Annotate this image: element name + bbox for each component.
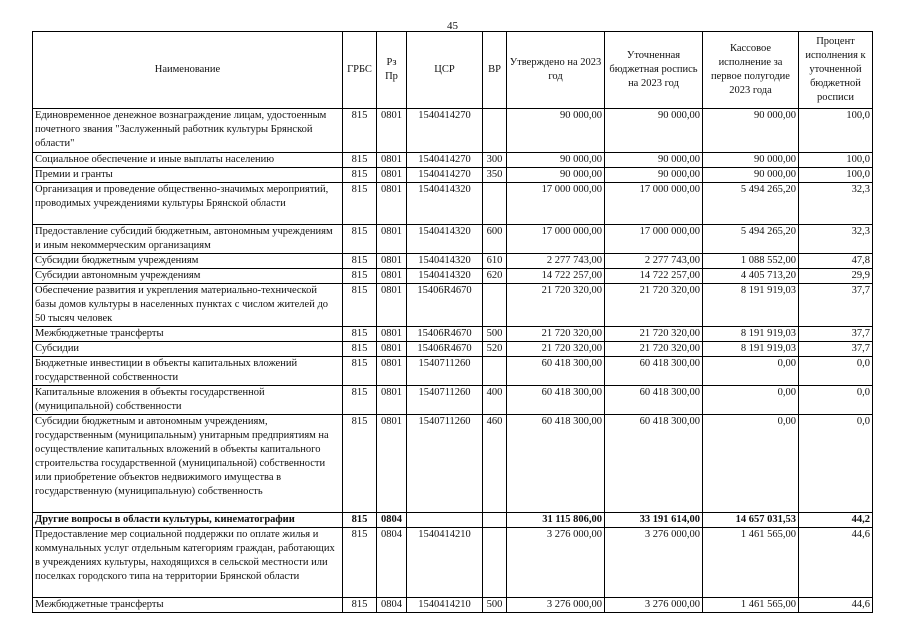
row-vr-cell — [483, 357, 507, 386]
row-approved-cell: 21 720 320,00 — [507, 284, 605, 327]
row-grbs-cell: 815 — [343, 153, 377, 168]
header-cash: Кассовое исполнение за первое полугодие 2023 года — [703, 32, 799, 109]
row-vr-cell — [483, 109, 507, 153]
row-rzpr-cell: 0801 — [377, 153, 407, 168]
row-grbs-cell: 815 — [343, 415, 377, 513]
row-percent-cell: 32,3 — [799, 225, 873, 254]
row-grbs-cell: 815 — [343, 513, 377, 528]
row-name-cell: Межбюджетные трансферты — [33, 598, 343, 613]
row-approved-cell: 60 418 300,00 — [507, 357, 605, 386]
row-csr-cell: 1540414270 — [407, 168, 483, 183]
row-approved-cell: 31 115 806,00 — [507, 513, 605, 528]
row-refined-cell: 2 277 743,00 — [605, 254, 703, 269]
row-vr-cell: 350 — [483, 168, 507, 183]
row-grbs-cell: 815 — [343, 327, 377, 342]
row-vr-cell: 460 — [483, 415, 507, 513]
row-refined-cell: 17 000 000,00 — [605, 183, 703, 225]
row-refined-cell: 60 418 300,00 — [605, 357, 703, 386]
row-percent-cell: 29,9 — [799, 269, 873, 284]
row-rzpr-cell: 0801 — [377, 386, 407, 415]
table-row — [33, 225, 873, 254]
row-vr-cell: 520 — [483, 342, 507, 357]
row-vr-cell — [483, 284, 507, 327]
table-row — [33, 109, 873, 153]
row-refined-cell: 3 276 000,00 — [605, 528, 703, 598]
row-cash-cell: 1 461 565,00 — [703, 528, 799, 598]
row-percent-cell: 0,0 — [799, 415, 873, 513]
row-rzpr-cell: 0801 — [377, 284, 407, 327]
row-grbs-cell: 815 — [343, 284, 377, 327]
row-approved-cell: 17 000 000,00 — [507, 183, 605, 225]
row-percent-cell: 32,3 — [799, 183, 873, 225]
row-percent-cell: 47,8 — [799, 254, 873, 269]
row-csr-cell: 15406R4670 — [407, 327, 483, 342]
row-csr-cell: 1540414210 — [407, 528, 483, 598]
table-row — [33, 598, 873, 613]
row-csr-cell: 1540414320 — [407, 225, 483, 254]
row-cash-cell: 0,00 — [703, 386, 799, 415]
row-approved-cell: 90 000,00 — [507, 109, 605, 153]
header-refined: Уточненная бюджетная роспись на 2023 год — [605, 32, 703, 109]
row-approved-cell: 90 000,00 — [507, 153, 605, 168]
row-cash-cell: 4 405 713,20 — [703, 269, 799, 284]
row-csr-cell — [407, 513, 483, 528]
row-refined-cell: 90 000,00 — [605, 153, 703, 168]
row-rzpr-cell: 0801 — [377, 342, 407, 357]
row-name-cell: Социальное обеспечение и иные выплаты населению — [33, 153, 343, 168]
row-approved-cell: 21 720 320,00 — [507, 327, 605, 342]
row-vr-cell — [483, 513, 507, 528]
table-row — [33, 357, 873, 386]
header-percent: Процент исполнения к уточненной бюджетной росписи — [799, 32, 873, 109]
row-csr-cell: 1540414320 — [407, 183, 483, 225]
row-name-cell: Субсидии автономным учреждениям — [33, 269, 343, 284]
row-name-cell: Предоставление мер социальной поддержки по оплате жилья и коммунальных услуг отдельным категориям граждан, работающих в учреждениях культуры, находящихся в сельской местности или поселках городского типа на территории Брянской области — [33, 528, 343, 598]
row-name-cell: Обеспечение развития и укрепления материально-технической базы домов культуры в населенных пунктах с числом жителей до 50 тысяч человек — [33, 284, 343, 327]
row-approved-cell: 3 276 000,00 — [507, 528, 605, 598]
row-csr-cell: 1540711260 — [407, 357, 483, 386]
row-cash-cell: 1 461 565,00 — [703, 598, 799, 613]
row-name-cell: Межбюджетные трансферты — [33, 327, 343, 342]
table-row — [33, 342, 873, 357]
row-vr-cell: 500 — [483, 327, 507, 342]
row-cash-cell: 0,00 — [703, 357, 799, 386]
table-row — [33, 168, 873, 183]
row-cash-cell: 90 000,00 — [703, 109, 799, 153]
row-name-cell: Бюджетные инвестиции в объекты капитальных вложений государственной собственности — [33, 357, 343, 386]
row-refined-cell: 3 276 000,00 — [605, 598, 703, 613]
row-grbs-cell: 815 — [343, 598, 377, 613]
row-rzpr-cell: 0801 — [377, 254, 407, 269]
row-grbs-cell: 815 — [343, 225, 377, 254]
row-cash-cell: 8 191 919,03 — [703, 284, 799, 327]
row-percent-cell: 0,0 — [799, 357, 873, 386]
row-vr-cell — [483, 528, 507, 598]
row-refined-cell: 17 000 000,00 — [605, 225, 703, 254]
table-row — [33, 386, 873, 415]
budget-execution-table — [32, 31, 873, 613]
row-rzpr-cell: 0801 — [377, 357, 407, 386]
row-vr-cell: 600 — [483, 225, 507, 254]
row-cash-cell: 8 191 919,03 — [703, 327, 799, 342]
row-csr-cell: 1540414320 — [407, 254, 483, 269]
row-rzpr-cell: 0801 — [377, 183, 407, 225]
row-grbs-cell: 815 — [343, 168, 377, 183]
row-refined-cell: 90 000,00 — [605, 168, 703, 183]
row-rzpr-cell: 0801 — [377, 327, 407, 342]
row-vr-cell: 400 — [483, 386, 507, 415]
row-csr-cell: 1540414320 — [407, 269, 483, 284]
row-csr-cell: 1540414270 — [407, 109, 483, 153]
table-row — [33, 254, 873, 269]
row-vr-cell: 620 — [483, 269, 507, 284]
row-percent-cell: 44,6 — [799, 528, 873, 598]
row-csr-cell: 15406R4670 — [407, 342, 483, 357]
header-vr: ВР — [483, 32, 507, 109]
table-row — [33, 183, 873, 225]
row-grbs-cell: 815 — [343, 183, 377, 225]
row-cash-cell: 90 000,00 — [703, 153, 799, 168]
row-name-cell: Субсидии бюджетным учреждениям — [33, 254, 343, 269]
row-grbs-cell: 815 — [343, 357, 377, 386]
row-vr-cell: 300 — [483, 153, 507, 168]
row-rzpr-cell: 0804 — [377, 528, 407, 598]
row-name-cell: Единовременное денежное вознаграждение лицам, удостоенным почетного звания "Заслуженный работник культуры Брянской области" — [33, 109, 343, 153]
row-percent-cell: 37,7 — [799, 342, 873, 357]
table-row — [33, 284, 873, 327]
table-row — [33, 513, 873, 528]
row-percent-cell: 37,7 — [799, 284, 873, 327]
row-grbs-cell: 815 — [343, 386, 377, 415]
row-percent-cell: 100,0 — [799, 153, 873, 168]
row-csr-cell: 15406R4670 — [407, 284, 483, 327]
row-rzpr-cell: 0801 — [377, 415, 407, 513]
row-refined-cell: 21 720 320,00 — [605, 342, 703, 357]
row-rzpr-cell: 0801 — [377, 109, 407, 153]
row-csr-cell: 1540414210 — [407, 598, 483, 613]
row-approved-cell: 17 000 000,00 — [507, 225, 605, 254]
row-approved-cell: 90 000,00 — [507, 168, 605, 183]
table-row — [33, 528, 873, 598]
row-rzpr-cell: 0804 — [377, 598, 407, 613]
row-approved-cell: 14 722 257,00 — [507, 269, 605, 284]
header-rzpr: Рз Пр — [377, 32, 407, 109]
row-grbs-cell: 815 — [343, 342, 377, 357]
page-number: 45 — [447, 20, 458, 32]
row-rzpr-cell: 0804 — [377, 513, 407, 528]
row-grbs-cell: 815 — [343, 269, 377, 284]
header-approved: Утверждено на 2023 год — [507, 32, 605, 109]
row-name-cell: Предоставление субсидий бюджетным, автономным учреждениям и иным некоммерческим организациям — [33, 225, 343, 254]
row-refined-cell: 90 000,00 — [605, 109, 703, 153]
header-name: Наименование — [33, 32, 343, 109]
row-approved-cell: 21 720 320,00 — [507, 342, 605, 357]
row-refined-cell: 21 720 320,00 — [605, 284, 703, 327]
row-percent-cell: 100,0 — [799, 109, 873, 153]
row-cash-cell: 8 191 919,03 — [703, 342, 799, 357]
row-csr-cell: 1540711260 — [407, 386, 483, 415]
row-rzpr-cell: 0801 — [377, 168, 407, 183]
header-grbs: ГРБС — [343, 32, 377, 109]
row-csr-cell: 1540414270 — [407, 153, 483, 168]
row-cash-cell: 0,00 — [703, 415, 799, 513]
table-row — [33, 415, 873, 513]
row-name-cell: Субсидии бюджетным и автономным учреждениям, государственным (муниципальным) унитарным предприятиям на осуществление капитальных вложений в объекты капитального строительства государственной (муниципальной) собственности или приобретение объектов недвижимого имущества в государственную (муниципальную) собственность — [33, 415, 343, 513]
row-grbs-cell: 815 — [343, 528, 377, 598]
row-refined-cell: 14 722 257,00 — [605, 269, 703, 284]
header-csr: ЦСР — [407, 32, 483, 109]
table-header-row — [33, 32, 873, 109]
row-approved-cell: 60 418 300,00 — [507, 386, 605, 415]
row-refined-cell: 33 191 614,00 — [605, 513, 703, 528]
row-approved-cell: 60 418 300,00 — [507, 415, 605, 513]
row-refined-cell: 21 720 320,00 — [605, 327, 703, 342]
row-cash-cell: 14 657 031,53 — [703, 513, 799, 528]
row-percent-cell: 44,2 — [799, 513, 873, 528]
row-approved-cell: 3 276 000,00 — [507, 598, 605, 613]
row-vr-cell: 500 — [483, 598, 507, 613]
table-row — [33, 327, 873, 342]
row-grbs-cell: 815 — [343, 254, 377, 269]
row-grbs-cell: 815 — [343, 109, 377, 153]
row-refined-cell: 60 418 300,00 — [605, 415, 703, 513]
row-name-cell: Организация и проведение общественно-значимых мероприятий, проводимых учреждениями культуры Брянской области — [33, 183, 343, 225]
row-csr-cell: 1540711260 — [407, 415, 483, 513]
row-rzpr-cell: 0801 — [377, 225, 407, 254]
row-name-cell: Субсидии — [33, 342, 343, 357]
row-percent-cell: 44,6 — [799, 598, 873, 613]
row-percent-cell: 37,7 — [799, 327, 873, 342]
row-percent-cell: 0,0 — [799, 386, 873, 415]
table-row — [33, 269, 873, 284]
row-cash-cell: 1 088 552,00 — [703, 254, 799, 269]
row-name-cell: Капитальные вложения в объекты государственной (муниципальной) собственности — [33, 386, 343, 415]
row-cash-cell: 5 494 265,20 — [703, 225, 799, 254]
table-row — [33, 153, 873, 168]
row-rzpr-cell: 0801 — [377, 269, 407, 284]
row-cash-cell: 90 000,00 — [703, 168, 799, 183]
row-name-cell: Премии и гранты — [33, 168, 343, 183]
row-vr-cell — [483, 183, 507, 225]
row-vr-cell: 610 — [483, 254, 507, 269]
row-cash-cell: 5 494 265,20 — [703, 183, 799, 225]
row-percent-cell: 100,0 — [799, 168, 873, 183]
row-refined-cell: 60 418 300,00 — [605, 386, 703, 415]
row-approved-cell: 2 277 743,00 — [507, 254, 605, 269]
row-name-cell: Другие вопросы в области культуры, кинематографии — [33, 513, 343, 528]
